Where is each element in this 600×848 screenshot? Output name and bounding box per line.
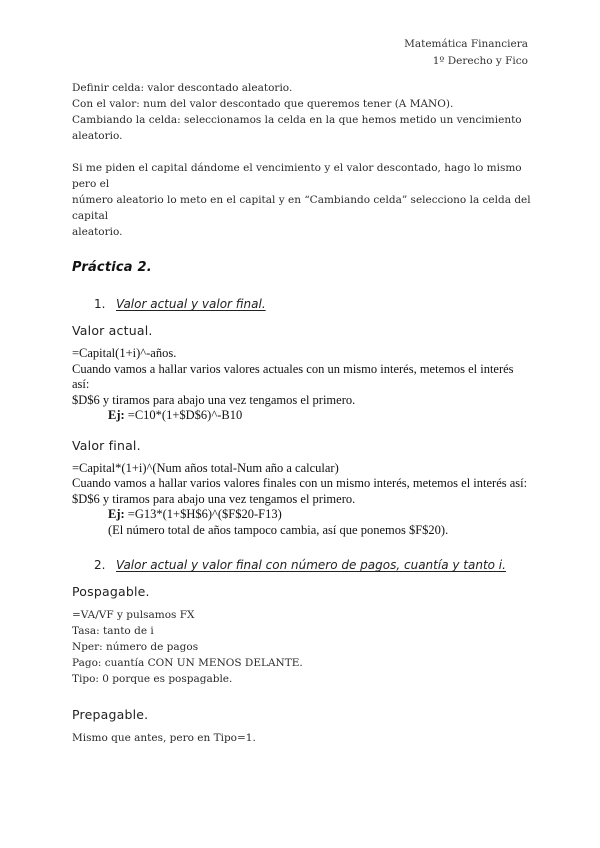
pospagable-line-2: Tasa: tanto de i [72,625,154,637]
valor-final-formula: =Capital*(1+i)^(Num años total-Num año a calcular) [72,460,339,475]
document-body [72,80,532,746]
prepagable-line: Mismo que antes, pero en Tipo=1. [72,732,256,744]
valor-final-example [72,507,532,523]
section-2-heading [94,558,532,572]
header-course: 1º Derecho y Fico [432,55,528,67]
intro-line-1: Definir celda: valor descontado aleatorio. [72,82,293,94]
pospagable-line-5: Tipo: 0 porque es pospagable. [72,673,233,685]
valor-actual-heading: Valor actual. [72,323,153,338]
valor-actual-example [72,408,532,424]
valor-final-ej-value: =G13*(1+$H$6)^($F$20-F13) [124,507,282,521]
practica-title: Práctica 2. [72,260,152,275]
page-header [404,36,528,70]
section-1-heading [94,297,532,311]
para2-line-2: número aleatorio lo meto en el capital y en “Cambiando celda” selecciono la celda del capital [72,194,531,222]
section-2-number: 2. [94,558,106,572]
valor-actual-ej-label: Ej: [108,408,125,422]
section-2-title: Valor actual y valor final con número de pagos, cuantía y tanto i. [116,558,506,572]
valor-actual-line-1: Cuando vamos a hallar varios valores actuales con un mismo interés, metemos el interés así: [72,361,514,391]
para2-line-1: Si me piden el capital dándome el vencimiento y el valor descontado, hago lo mismo pero el [72,162,522,190]
valor-actual-ej-value: =C10*(1+$D$6)^-B10 [124,408,243,422]
intro-line-2: Con el valor: num del valor descontado que queremos tener (A MANO). [72,98,454,110]
section-1-title: Valor actual y valor final. [116,297,266,311]
valor-actual-formula: =Capital(1+i)^-años. [72,346,177,360]
prepagable-heading: Prepagable. [72,707,149,722]
pospagable-line-3: Nper: número de pagos [72,641,199,653]
valor-final-heading: Valor final. [72,437,141,453]
header-subject: Matemática Financiera [404,38,528,50]
valor-actual-line-2: $D$6 y tiramos para abajo una vez tengamos el primero. [72,392,356,407]
valor-final-line-2: $D$6 y tiramos para abajo una vez tengamos el primero. [72,491,356,506]
section-1-number: 1. [94,297,106,311]
valor-final-ej-label: Ej: [108,507,125,521]
valor-final-note: (El número total de años tampoco cambia, así que ponemos $F$20). [108,522,449,537]
intro-line-4: aleatorio. [72,130,123,142]
valor-final-line-1: Cuando vamos a hallar varios valores finales con un mismo interés, metemos el interés así: [72,476,528,490]
pospagable-heading: Pospagable. [72,584,150,599]
pospagable-line-1: =VA/VF y pulsamos FX [72,609,195,621]
pospagable-line-4: Pago: cuantía CON UN MENOS DELANTE. [72,657,303,669]
intro-line-3: Cambiando la celda: seleccionamos la celda en la que hemos metido un vencimiento [72,114,522,126]
para2-line-3: aleatorio. [72,226,123,238]
